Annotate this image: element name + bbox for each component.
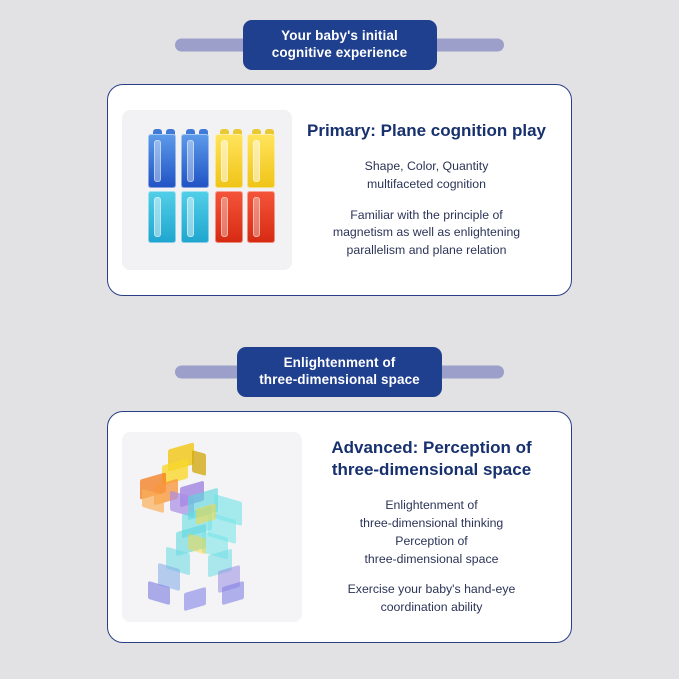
paragraph-advanced-1-line3: Perception of bbox=[395, 533, 468, 548]
banner-pill-advanced bbox=[237, 347, 442, 398]
card-primary bbox=[107, 84, 572, 296]
headline-primary-line1: Primary: Plane cognition play bbox=[306, 120, 546, 140]
headline-advanced-line1: Advanced: Perception of bbox=[331, 437, 532, 457]
banner-primary-line2: cognitive experience bbox=[271, 44, 408, 60]
banner-advanced bbox=[0, 345, 679, 399]
banner-primary-line1: Your baby's initial bbox=[281, 27, 398, 43]
three-dimensional-sculpture-illustration bbox=[122, 432, 302, 622]
paragraph-advanced-2-line2: coordination ability bbox=[380, 600, 483, 615]
paragraph-advanced-1-line4: three-dimensional space bbox=[364, 551, 499, 566]
paragraph-advanced-1-line1: Enlightenment of bbox=[385, 498, 478, 513]
banner-primary bbox=[0, 18, 679, 72]
banner-advanced-line2: three-dimensional space bbox=[259, 371, 420, 387]
paragraph-primary-1 bbox=[296, 158, 557, 194]
section-primary bbox=[0, 18, 679, 296]
paragraph-advanced-2 bbox=[306, 581, 557, 617]
text-block-primary bbox=[292, 120, 563, 260]
paragraph-advanced-1 bbox=[306, 497, 557, 568]
image-tile-primary bbox=[122, 110, 292, 270]
text-block-advanced bbox=[302, 437, 563, 617]
banner-advanced-line1: Enlightenment of bbox=[283, 354, 396, 370]
banner-pill-primary bbox=[243, 20, 437, 71]
card-advanced bbox=[107, 411, 572, 643]
image-tile-advanced bbox=[122, 432, 302, 622]
paragraph-primary-1-line1: Shape, Color, Quantity bbox=[364, 158, 489, 173]
headline-advanced-line2: three-dimensional space bbox=[331, 460, 532, 480]
paragraph-primary-2-line2: magnetism as well as enlightening bbox=[332, 225, 521, 240]
section-advanced bbox=[0, 345, 679, 643]
paragraph-primary-2-line3: parallelism and plane relation bbox=[346, 243, 507, 258]
paragraph-primary-2 bbox=[296, 207, 557, 260]
paragraph-primary-1-line2: multifaceted cognition bbox=[367, 176, 486, 191]
flat-bricks-illustration bbox=[142, 134, 274, 246]
paragraph-advanced-2-line1: Exercise your baby's hand-eye bbox=[347, 582, 516, 597]
paragraph-primary-2-line1: Familiar with the principle of bbox=[350, 207, 503, 222]
headline-primary bbox=[296, 120, 557, 142]
headline-advanced bbox=[306, 437, 557, 481]
paragraph-advanced-1-line2: three-dimensional thinking bbox=[359, 515, 504, 530]
